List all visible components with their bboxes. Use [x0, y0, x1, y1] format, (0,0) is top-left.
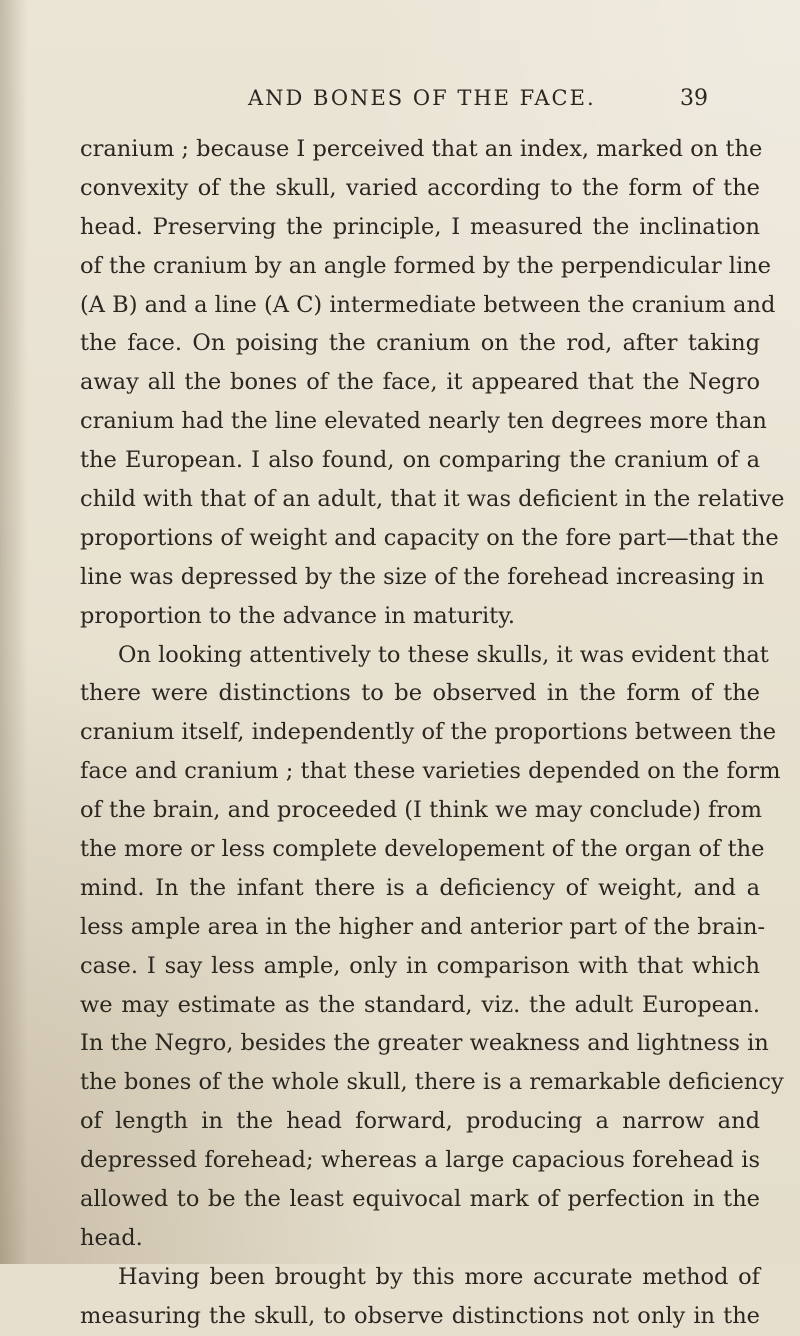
text-line: child with that of an adult, that it was deficient in the relative	[80, 486, 785, 513]
text-line: face and cranium ; that these varieties depended on the form	[80, 758, 781, 785]
text-line: In the Negro, besides the greater weakness and lightness in	[80, 1030, 769, 1057]
running-title: AND BONES OF THE FACE.	[248, 86, 596, 110]
text-line: cranium itself, independently of the proportions between the	[80, 719, 777, 746]
body-text	[80, 130, 785, 1336]
page-number: 39	[680, 86, 708, 111]
text-line: the European. I also found, on comparing the cranium of a	[80, 447, 760, 474]
text-line: On looking attentively to these skulls, it was evident that	[118, 641, 769, 668]
text-line: of length in the head forward, producing a narrow and	[80, 1108, 760, 1135]
text-line: proportion to the advance in maturity.	[80, 602, 516, 629]
text-line: the bones of the whole skull, there is a remarkable deficiency	[80, 1069, 784, 1096]
text-line: measuring the skull, to observe distinctions not only in the	[80, 1302, 760, 1329]
text-line: case. I say less ample, only in comparison with that which	[80, 952, 760, 979]
text-line: head.	[80, 1224, 143, 1251]
text-line: we may estimate as the standard, viz. the adult European.	[80, 991, 760, 1018]
text-line: cranium ; because I perceived that an index, marked on the	[80, 136, 763, 162]
text-line: mind. In the infant there is a deficiency of weight, and a	[80, 874, 760, 901]
text-line: away all the bones of the face, it appeared that the Negro	[80, 369, 760, 396]
text-line: head. Preserving the principle, I measured the inclination	[80, 213, 760, 240]
text-line: allowed to be the least equivocal mark of perfection in the	[80, 1186, 760, 1213]
text-line: convexity of the skull, varied according to the form of the	[80, 174, 760, 201]
text-line: Having been brought by this more accurate method of	[118, 1263, 760, 1290]
text-line: proportions of weight and capacity on the fore part—that the	[80, 524, 779, 551]
text-line: of the cranium by an angle formed by the perpendicular line	[80, 252, 771, 279]
running-head	[248, 86, 708, 116]
text-line: there were distinctions to be observed in the form of the	[80, 680, 760, 707]
text-line: the more or less complete developement of the organ of the	[80, 836, 765, 863]
text-line: less ample area in the higher and anterior part of the brain-	[80, 913, 766, 940]
page-edge-shadow	[0, 0, 28, 1264]
text-line: (A B) and a line (A C) intermediate between the cranium and	[80, 291, 776, 318]
text-line: the face. On poising the cranium on the rod, after taking	[80, 330, 760, 357]
text-line: cranium had the line elevated nearly ten degrees more than	[80, 408, 767, 435]
text-line: depressed forehead; whereas a large capacious forehead is	[80, 1147, 760, 1174]
text-line: of the brain, and proceeded (I think we may conclude) from	[80, 797, 762, 824]
text-line: line was depressed by the size of the forehead increasing in	[80, 563, 765, 590]
